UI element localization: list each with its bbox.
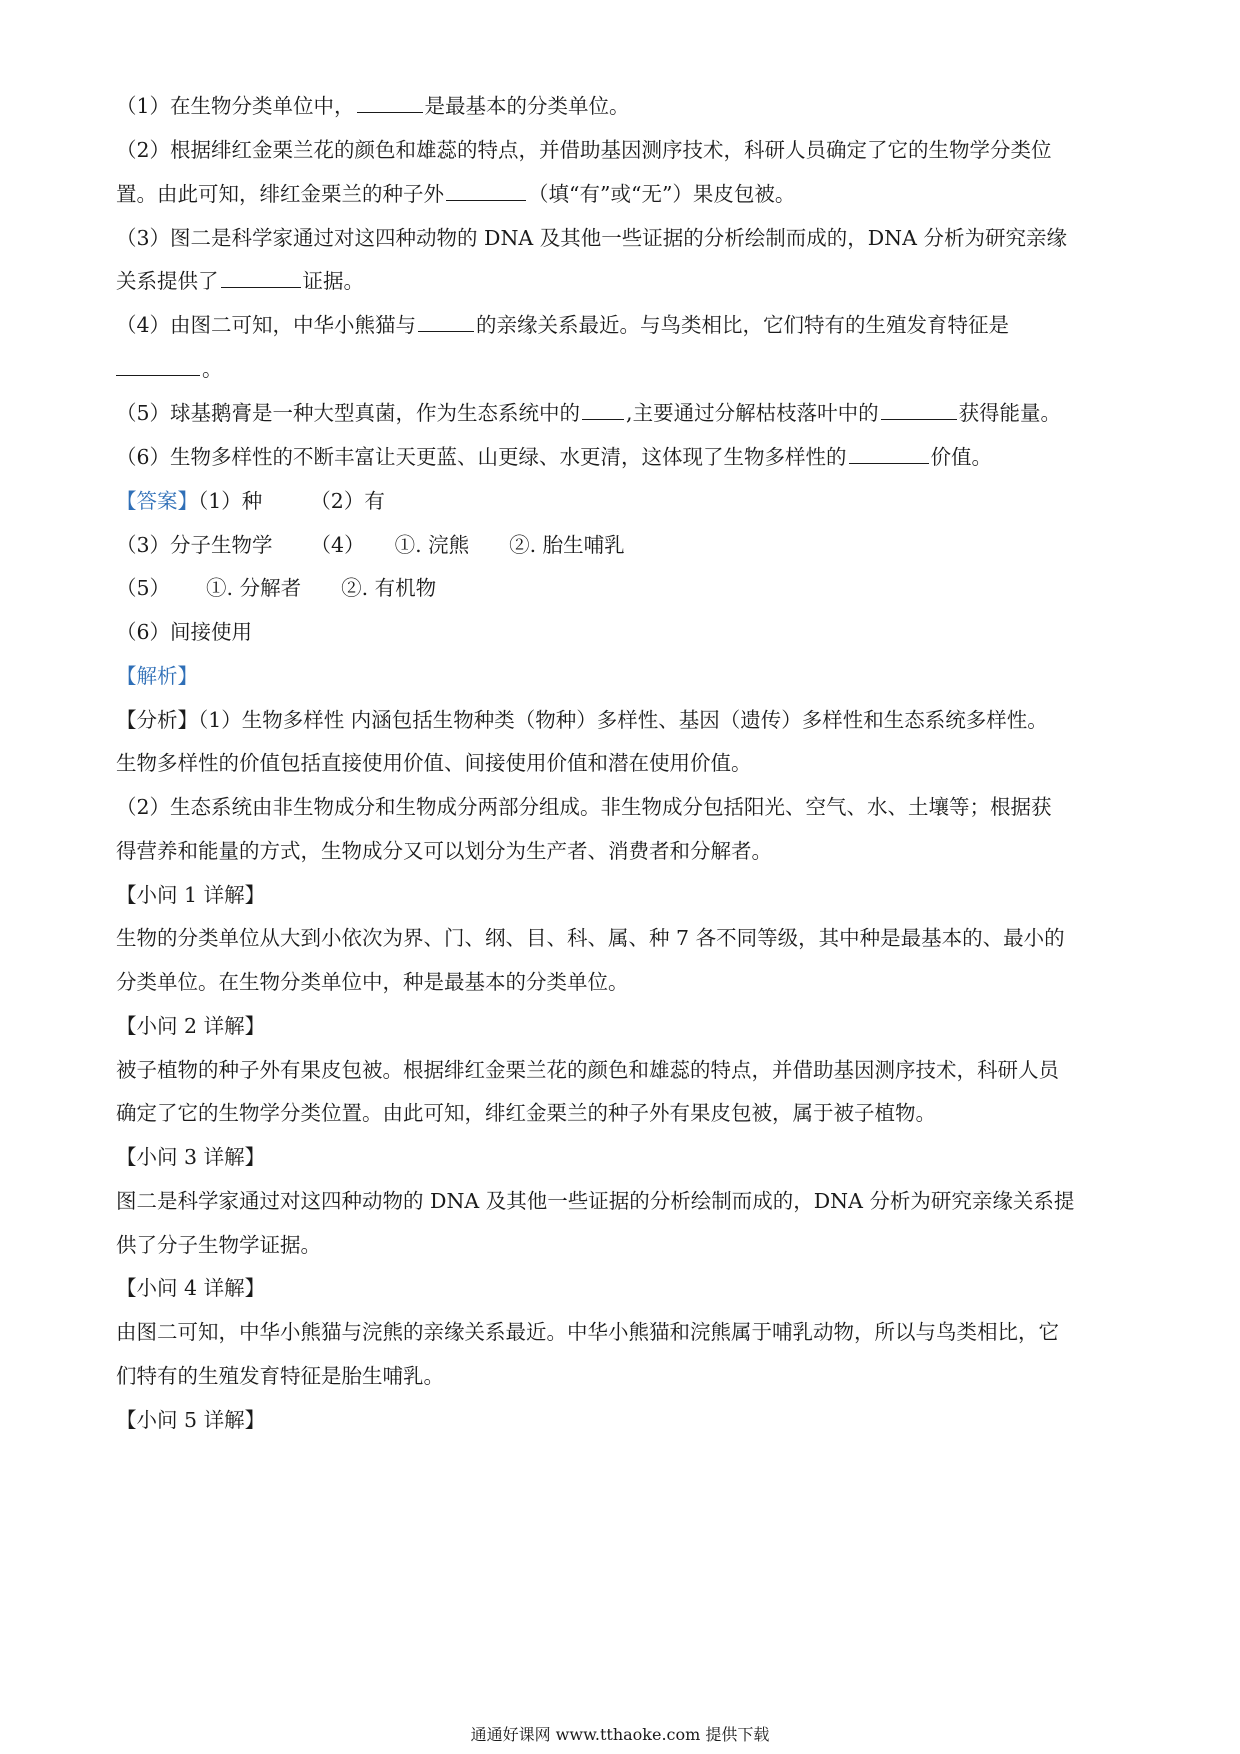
answer-blank [881, 399, 957, 420]
question-1 [116, 92, 1126, 120]
answer-line-1 [116, 487, 1126, 515]
answer-5-2: ②. 有机物 [341, 576, 437, 600]
question-6-prefix: （6）生物多样性的不断丰富让天更蓝、山更绿、水更清，这体现了生物多样性的 [116, 445, 847, 469]
detail-3-heading: 【小问 3 详解】 [116, 1145, 266, 1169]
answer-4: （4） [310, 533, 365, 557]
question-5-prefix: （5）球基鹅膏是一种大型真菌，作为生态系统中的 [116, 401, 581, 425]
question-3-line-2 [116, 267, 1126, 295]
detail-2-heading: 【小问 2 详解】 [116, 1014, 266, 1038]
detail-1-heading: 【小问 1 详解】 [116, 883, 266, 907]
question-2-prefix: 置。由此可知，绯红金栗兰的种子外 [116, 182, 444, 206]
answer-blank [446, 180, 526, 201]
answer-blank [221, 267, 301, 288]
answer-3: （3）分子生物学 [116, 533, 273, 557]
detail-2-line-2: 确定了它的生物学分类位置。由此可知，绯红金栗兰的种子外有果皮包被，属于被子植物。 [116, 1101, 936, 1125]
analysis-p1-line-1 [116, 706, 1126, 734]
question-6 [116, 443, 1126, 471]
answer-tag: 【答案】 [116, 489, 198, 513]
question-3-suffix: 证据。 [302, 269, 364, 293]
answer-blank [357, 92, 423, 113]
question-4-prefix: （4）由图二可知，中华小熊猫与 [116, 313, 417, 337]
analysis-p2-line-1: （2）生态系统由非生物成分和生物成分两部分组成。非生物成分包括阳光、空气、水、土壤等；根据获 [116, 795, 1052, 819]
answer-5-1: ①. 分解者 [206, 576, 302, 600]
answer-2: （2）有 [310, 489, 385, 513]
answer-blank [116, 355, 200, 376]
analysis-p2-line-2: 得营养和能量的方式，生物成分又可以划分为生产者、消费者和分解者。 [116, 839, 772, 863]
question-5-suffix: 获得能量。 [958, 401, 1062, 425]
detail-1-line-1: 生物的分类单位从大到小依次为界、门、纲、目、科、属、种 7 各不同等级，其中种是最基本的、最小的 [116, 926, 1065, 950]
question-2-line-1: （2）根据绯红金栗兰花的颜色和雄蕊的特点，并借助基因测序技术，科研人员确定了它的生物学分类位 [116, 138, 1052, 162]
question-3-line-1: （3）图二是科学家通过对这四种动物的 DNA 及其他一些证据的分析绘制而成的，DNA 分析为研究亲缘 [116, 226, 1067, 250]
answer-blank [849, 443, 929, 464]
question-1-prefix: （1）在生物分类单位中， [116, 94, 355, 118]
answer-line-2 [116, 531, 1126, 559]
detail-4-line-1: 由图二可知，中华小熊猫与浣熊的亲缘关系最近。中华小熊猫和浣熊属于哺乳动物，所以与鸟类相比，它 [116, 1320, 1059, 1344]
question-5 [116, 399, 1126, 427]
question-2-line-2 [116, 180, 1126, 208]
answer-4-2: ②. 胎生哺乳 [509, 533, 625, 557]
answer-6: （6）间接使用 [116, 620, 253, 644]
answer-line-3 [116, 574, 1126, 602]
question-2-suffix: （填“有”或“无”）果皮包被。 [528, 182, 796, 206]
detail-5-heading: 【小问 5 详解】 [116, 1408, 266, 1432]
question-4-middle: 的亲缘关系最近。与鸟类相比，它们特有的生殖发育特征是 [476, 313, 1010, 337]
question-1-suffix: 是最基本的分类单位。 [424, 94, 630, 118]
question-4-line-2 [116, 355, 1126, 383]
analysis-p1-text: （1）生物多样性 内涵包括生物种类（物种）多样性、基因（遗传）多样性和生态系统多样性。 [198, 708, 1048, 732]
analysis-p1-line-2: 生物多样性的价值包括直接使用价值、间接使用价值和潜在使用价值。 [116, 751, 752, 775]
question-3-prefix: 关系提供了 [116, 269, 219, 293]
question-6-suffix: 价值。 [930, 445, 993, 469]
detail-3-line-2: 供了分子生物学证据。 [116, 1233, 321, 1257]
question-4-end: 。 [202, 357, 223, 381]
page-footer: 通通好课网 www.tthaoke.com 提供下载 [470, 1725, 770, 1744]
detail-2-line-1: 被子植物的种子外有果皮包被。根据绯红金栗兰花的颜色和雄蕊的特点，并借助基因测序技术，科研人员 [116, 1058, 1059, 1082]
answer-1: （1）种 [198, 489, 263, 513]
detail-4-heading: 【小问 4 详解】 [116, 1276, 266, 1300]
detail-1-line-2: 分类单位。在生物分类单位中，种是最基本的分类单位。 [116, 970, 629, 994]
answer-blank [582, 399, 624, 420]
analysis-tag: 【解析】 [116, 664, 198, 688]
answer-4-1: ①. 浣熊 [394, 533, 470, 557]
answer-blank [418, 311, 474, 332]
detail-4-line-2: 们特有的生殖发育特征是胎生哺乳。 [116, 1364, 444, 1388]
analysis-fenxi-tag: 【分析】 [116, 708, 198, 732]
question-4-line-1 [116, 311, 1126, 339]
question-5-middle: ,主要通过分解枯枝落叶中的 [626, 401, 879, 425]
detail-3-line-1: 图二是科学家通过对这四种动物的 DNA 及其他一些证据的分析绘制而成的，DNA 分析为研究亲缘关系提 [116, 1189, 1075, 1213]
answer-5: （5） [116, 576, 171, 600]
